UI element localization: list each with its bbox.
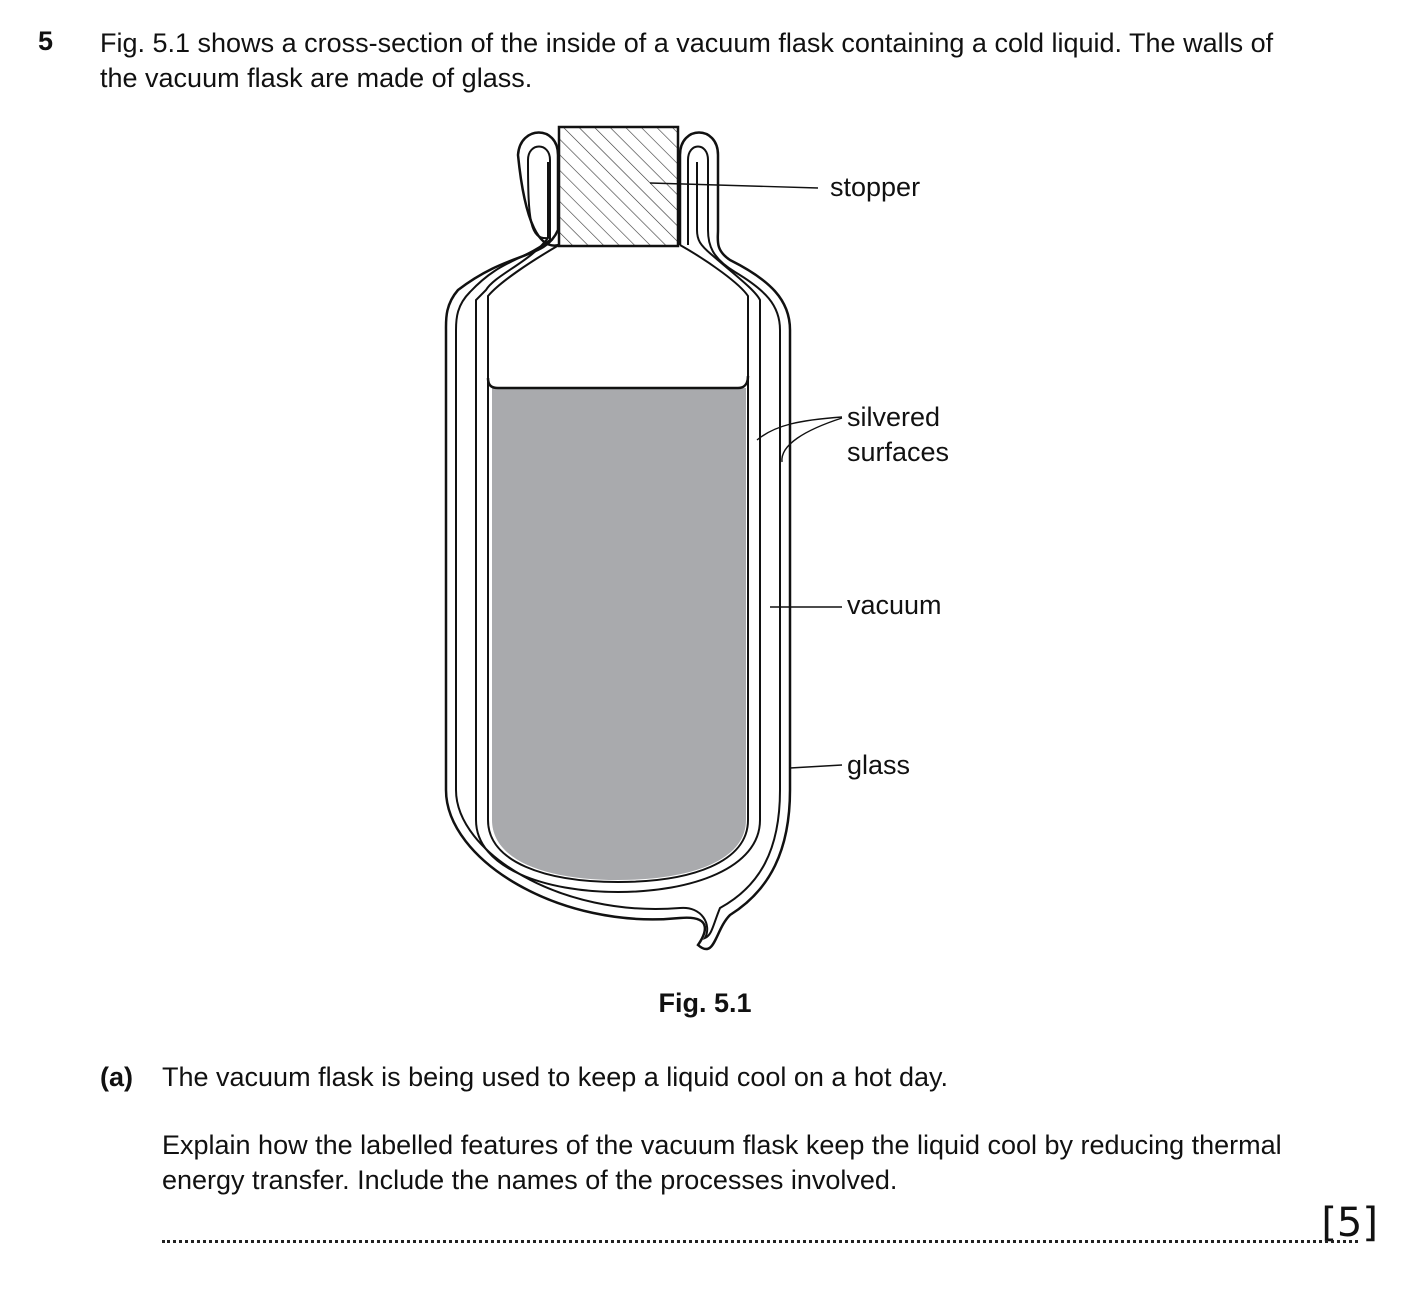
part-a-instructions-line-2: energy transfer. Include the names of the processes involved.	[162, 1165, 898, 1195]
marks-indicator: [5]	[1321, 1200, 1378, 1246]
vacuum-label: vacuum	[847, 590, 942, 620]
glass-label: glass	[847, 750, 911, 780]
question-intro-line-1: Fig. 5.1 shows a cross-section of the inside of a vacuum flask containing a cold liquid. The walls of	[100, 28, 1274, 58]
answer-line[interactable]	[162, 1240, 1358, 1243]
part-a-label: (a)	[100, 1062, 133, 1092]
part-a-instructions-line-1: Explain how the labelled features of the vacuum flask keep the liquid cool by reducing thermal	[162, 1130, 1282, 1160]
question-number: 5	[38, 26, 54, 56]
cold-liquid	[492, 388, 746, 880]
liquid-surface	[488, 376, 748, 388]
question-intro-line-2: the vacuum flask are made of glass.	[100, 63, 533, 93]
silvered-surfaces-label-line-2: surfaces	[847, 437, 950, 467]
figure-caption: Fig. 5.1	[658, 988, 752, 1018]
part-a-instructions	[162, 1128, 1382, 1198]
glass-leader	[790, 765, 842, 768]
silvered-surfaces-label-line-1: silvered	[847, 402, 941, 432]
stopper	[559, 127, 678, 246]
part-a-text: The vacuum flask is being used to keep a liquid cool on a hot day.	[162, 1062, 948, 1092]
stopper-label: stopper	[830, 172, 921, 202]
